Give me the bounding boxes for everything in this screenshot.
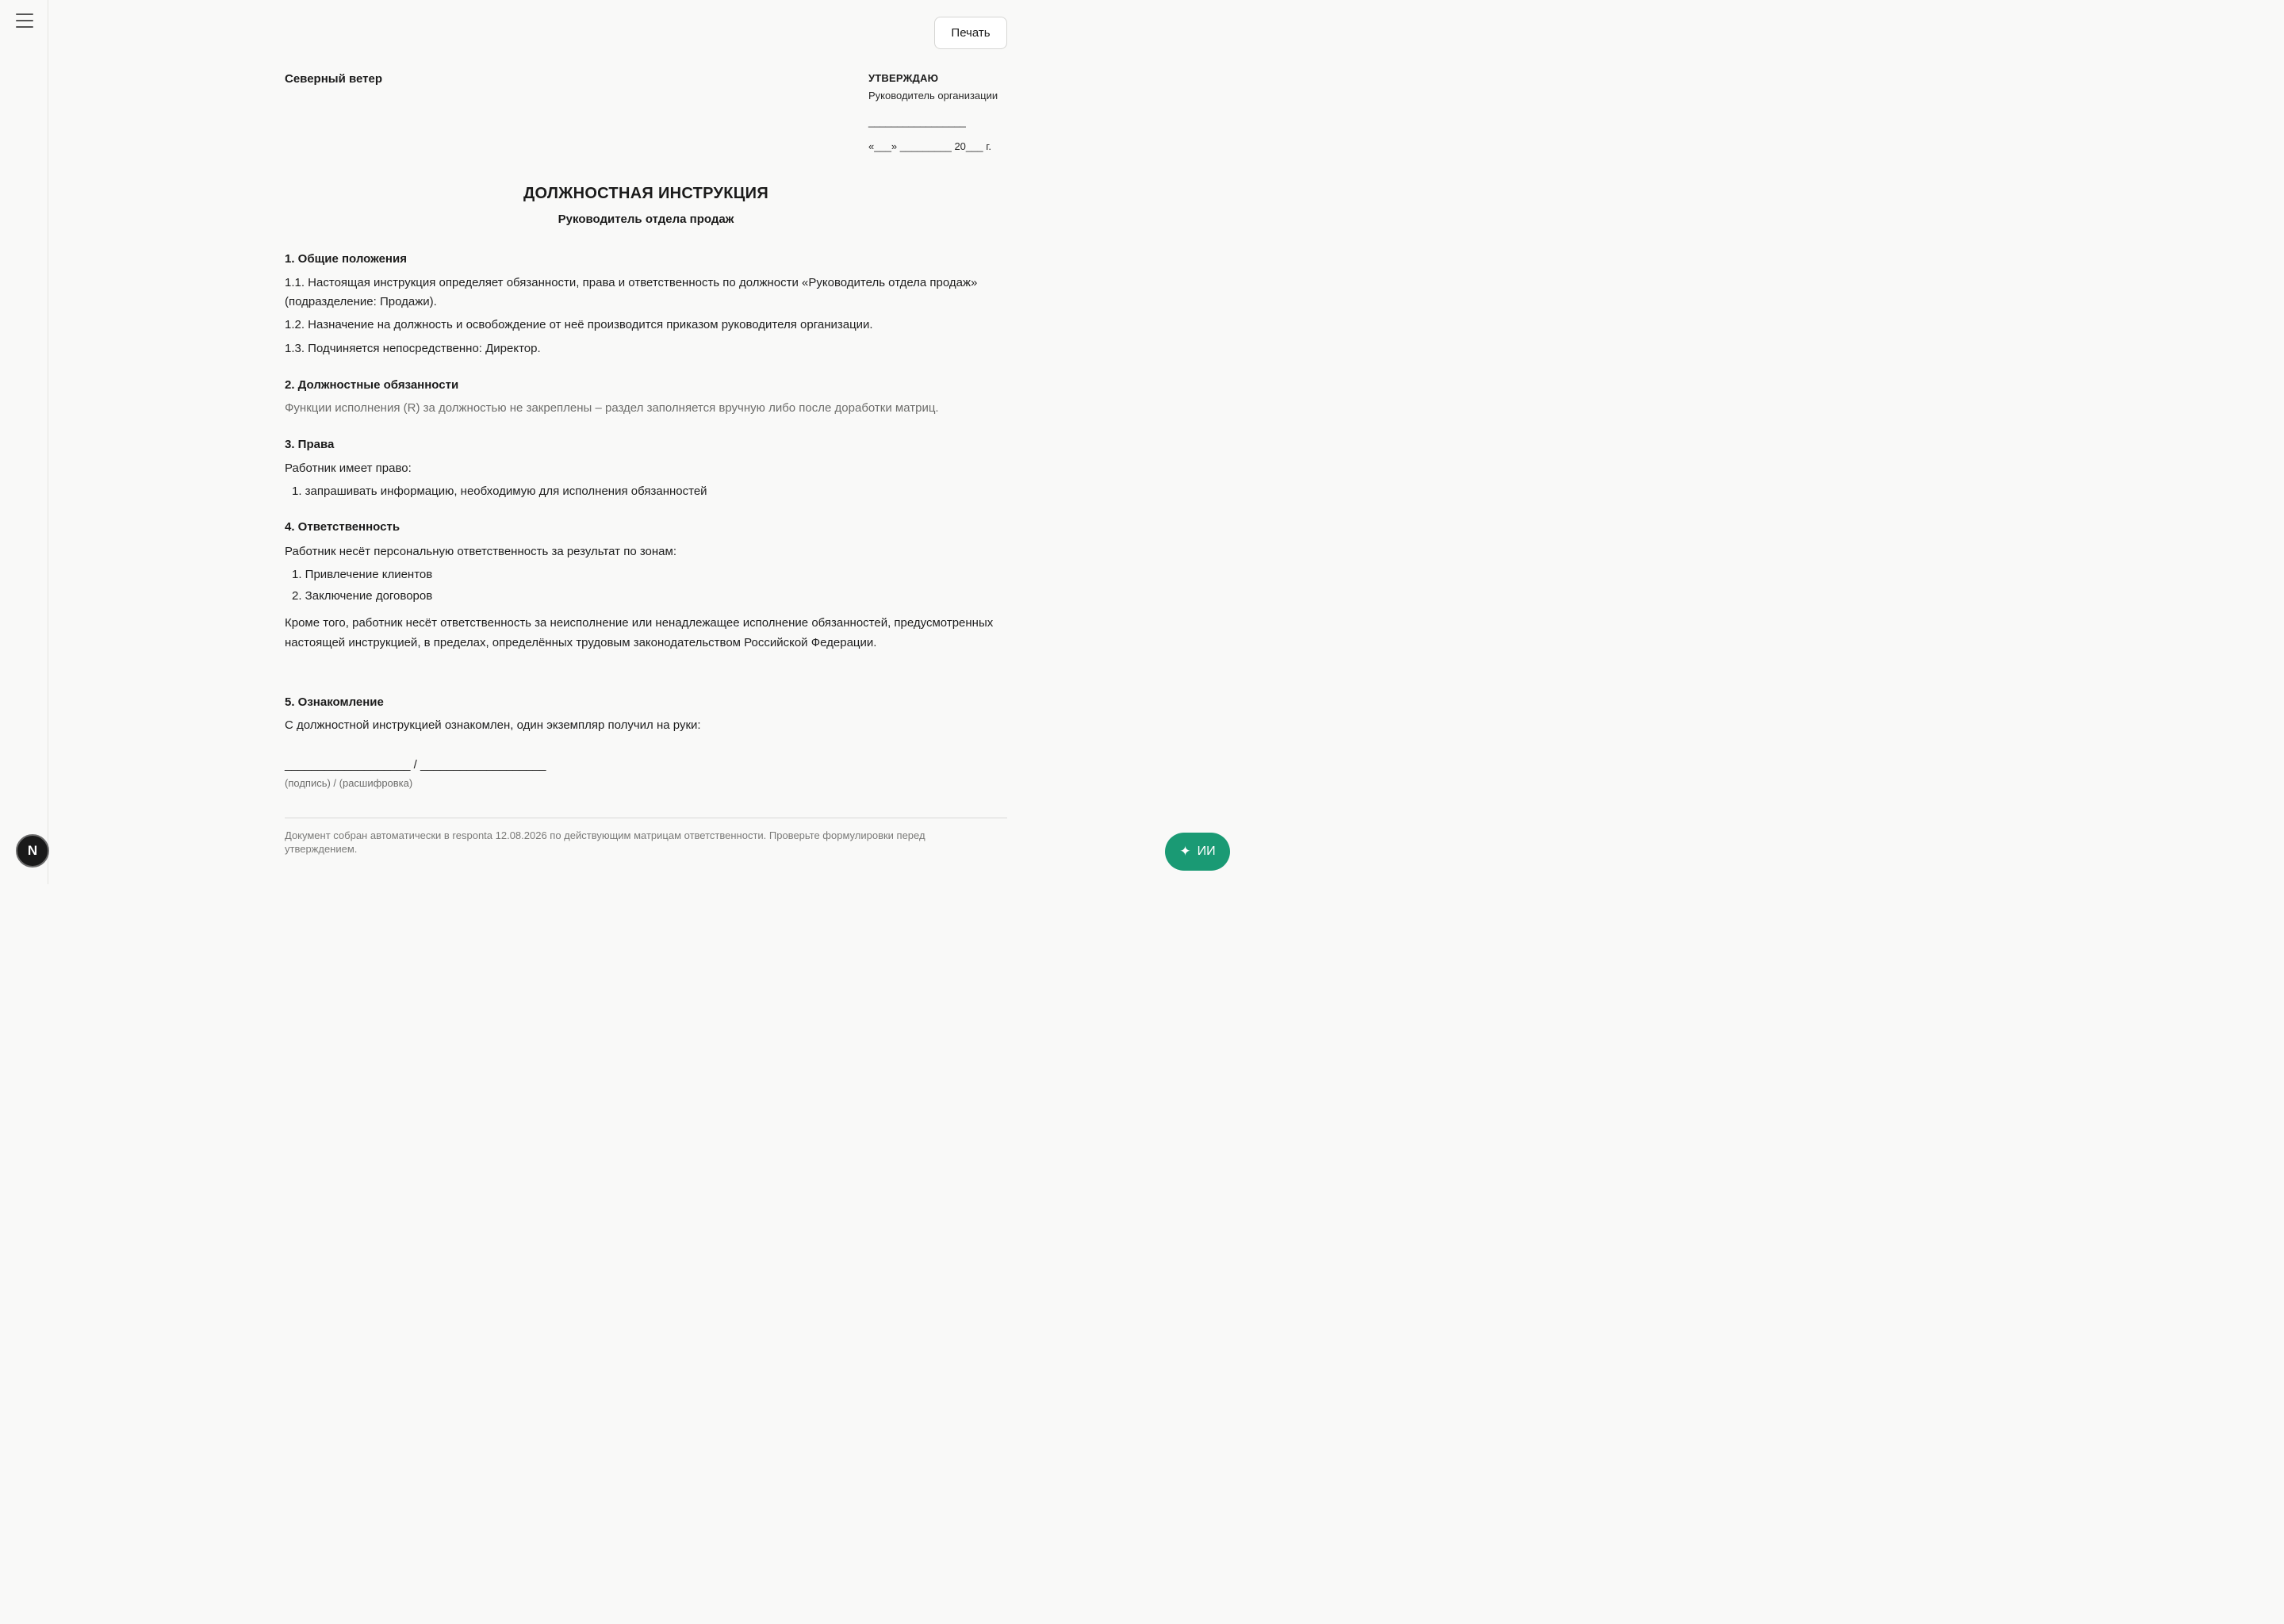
document-footer-note: Документ собран автоматически в responta 12.08.2026 по действующим матрицам ответственности. Проверьте формулировки перед утверждением. (285, 829, 925, 855)
ai-button-label: ИИ (1197, 845, 1216, 858)
approval-signature-line: _________________ (868, 116, 966, 128)
responsibility-outro: Кроме того, работник несёт ответственность за неисполнение или ненадлежащее исполнение обязанностей, предусмотренных настоящей инструкцией, в пределах, определённых трудовым законодательством Российской Федерации. (285, 616, 994, 649)
app-badge-button[interactable] (16, 834, 49, 868)
print-button[interactable]: Печать (934, 17, 1007, 49)
section-heading-rights: 3. Права (285, 438, 335, 451)
section-heading-acknowledgement: 5. Ознакомление (285, 695, 384, 709)
hamburger-menu-icon[interactable] (13, 11, 36, 30)
responsibility-intro: Работник несёт персональную ответственность за результат по зонам: (285, 545, 676, 558)
rights-list-item: 1. запрашивать информацию, необходимую для исполнения обязанностей (292, 485, 707, 498)
badge-letter: N (27, 843, 38, 858)
responsibility-list-item: 1. Привлечение клиентов (292, 568, 433, 581)
approval-role: Руководитель организации (868, 90, 998, 102)
approval-date-line: «___» _________ 20___ г. (868, 140, 991, 152)
sparkle-icon: ✦ (1179, 844, 1191, 859)
signature-line: ___________________ / ___________________ (285, 758, 546, 772)
duties-note: Функции исполнения (R) за должностью не закреплены – раздел заполняется вручную либо после доработки матриц. (285, 401, 939, 415)
document-title: ДОЛЖНОСТНАЯ ИНСТРУКЦИЯ (523, 185, 769, 202)
general-paragraph-2: 1.2. Назначение на должность и освобождение от неё производится приказом руководителя организации. (285, 318, 873, 331)
document-subtitle: Руководитель отдела продаж (558, 213, 734, 226)
section-heading-general: 1. Общие положения (285, 252, 407, 266)
organization-name: Северный ветер (285, 72, 382, 86)
rights-intro: Работник имеет право: (285, 462, 412, 475)
approval-title: УТВЕРЖДАЮ (868, 72, 939, 84)
responsibility-list-item: 2. Заключение договоров (292, 589, 433, 603)
general-paragraph-1: 1.1. Настоящая инструкция определяет обязанности, права и ответственность по должности «Руководитель отдела продаж» (подразделение: Продажи). (285, 276, 978, 308)
signature-caption: (подпись) / (расшифровка) (285, 777, 413, 789)
acknowledgement-text: С должностной инструкцией ознакомлен, один экземпляр получил на руки: (285, 718, 701, 732)
ai-assistant-button[interactable] (1165, 833, 1230, 871)
general-paragraph-3: 1.3. Подчиняется непосредственно: Директор. (285, 342, 541, 355)
section-heading-responsibility: 4. Ответственность (285, 520, 400, 534)
sidebar (0, 0, 48, 884)
section-heading-duties: 2. Должностные обязанности (285, 378, 459, 392)
